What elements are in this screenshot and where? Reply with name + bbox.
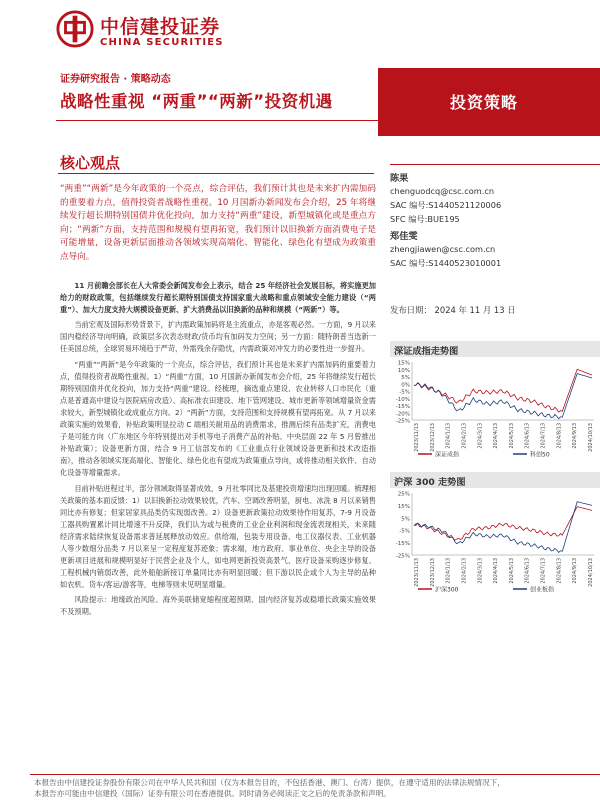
brand-name-en: CHINA SECURITIES — [100, 37, 224, 48]
x-tick-label: 2024/8/13 — [556, 558, 563, 584]
body-paragraph-3: “两重”“两新”是今年政策的一个亮点，综合评估，我们预计其也是未来扩内需加码的重要着力点，值得投资者战略性重视。1）“两重”方面，10 月国新办新闻发布会介绍，25 年将继续发行超长期特别国债并优化投向，加力支持“两重”建设。经梳理，摘选重点建设、农业转移人口市民化（重点是普通高中建设与医院病房改造）、高标准农田建设、地下管网建设、城市更新等领域增量资金需求较大，新型城镇化或成重点方向。2）“两新”方面，支持范围和支持规模有望再拓宽。从 7 月以来政策实施的效果看，补贴政策明显拉动 C 端相关耐用品的消费需求，推测后续有品类扩充，消费电子是可能方向（广东地区今年特别提出对手机等电子消费产品的补贴、中央层面 22 年 5 月曾推出补贴政策）；设备更新方面，结合 9 月工信部发布的《工业重点行业领域设备更新和技术改造指南》，推动各领域实现高端化、智能化、绿色化也有望成为政策重点导向，或将推动相关软件、自动化设备等增量需求。 — [60, 359, 376, 478]
legend-label: 科创50 — [530, 451, 550, 459]
analyst-name: 陈果 — [390, 173, 409, 184]
y-tick-label: 10% — [397, 367, 410, 374]
series-line — [414, 374, 592, 419]
footer-line: 本报告亦可能由中信建投（国际）证券有限公司在香港提供。同时请务必阅读正文之后的免责条款和声明。 — [34, 788, 391, 798]
x-tick-label: 2024/7/13 — [540, 423, 547, 449]
body-paragraph-1: 11 月前瞻会部长在人大常委会新闻发布会上表示，结合 25 年经济社会发展目标，将实施更加给力的财政政策，包括继续发行超长期特别国债支持国家重大战略和重点领域安全能力建设（“两重”）、加大力度支持大规模设备更新、扩大消费品以旧换新的品种和规模（“两新”）等。 — [60, 281, 376, 315]
y-tick-label: 0% — [401, 382, 410, 389]
analyst-panel — [390, 168, 580, 270]
analyst-block — [390, 228, 580, 270]
y-tick-label: 25% — [397, 491, 410, 498]
y-tick-label: -25% — [395, 418, 410, 425]
y-tick-label: -15% — [395, 404, 410, 410]
x-tick-label: 2024/1/13 — [445, 423, 452, 449]
y-tick-label: -5% — [399, 528, 410, 535]
series-line — [414, 502, 592, 553]
section-title: 核心观点 — [60, 154, 121, 172]
chart-header — [390, 341, 600, 357]
x-tick-label: 2024/10/13 — [588, 558, 594, 587]
footer-line: 本报告由中信建投证券股份有限公司在中华人民共和国（仅为本报告目的，不包括香港、澳门、台湾）提供，在遵守适用的法律法规情况下， — [34, 778, 505, 787]
x-tick-label: 2023/11/13 — [414, 423, 420, 452]
analyst-sac: SAC 编号:S1440523010001 — [390, 258, 502, 268]
analyst-name: 郑佳雯 — [390, 231, 418, 242]
x-tick-label: 2023/11/13 — [414, 558, 420, 587]
x-tick-label: 2024/8/13 — [556, 423, 563, 449]
szse-index-chart — [388, 358, 600, 468]
brand-logo — [56, 10, 226, 52]
footer-divider — [30, 774, 600, 775]
logo-icon — [56, 10, 94, 48]
x-tick-label: 2024/3/13 — [477, 558, 484, 584]
analyst-email[interactable]: zhengjiawen@csc.com.cn — [390, 244, 496, 254]
report-title: 战略性重视 “两重”“两新”投资机遇 — [60, 92, 333, 111]
y-tick-label: -25% — [395, 553, 410, 560]
brand-name-cn: 中信建投证券 — [100, 16, 221, 38]
x-tick-label: 2024/6/13 — [524, 423, 531, 449]
publish-date: 发布日期： 2024 年 11 月 13 日 — [390, 305, 516, 315]
chart-title: 深证成指走势图 — [394, 346, 459, 357]
y-tick-label: 15% — [397, 503, 410, 510]
y-tick-label: -10% — [395, 396, 410, 403]
x-tick-label: 2024/9/13 — [572, 558, 579, 584]
analyst-divider — [390, 164, 600, 165]
x-tick-label: 2024/9/13 — [572, 423, 579, 449]
body-paragraph-2: 当前宏观及国际形势背景下，扩内需政策加码将是主流重点，亦是客观必然。一方面，9 月以来国内稳经济导向明确，政策层多次表态财政/货币均有加码发力空间；另一方面：随特朗普当选新一任美国总统，全球贸易环境趋于严苛，外需残余存隐忧，内需政策对冲发力的必要性进一步提升。 — [60, 320, 376, 354]
core-summary: “两重”“两新”是今年政策的一个亮点，综合评估，我们预计其也是未来扩内需加码的重要着力点，值得投资者战略性重视。10 月国新办新闻发布会介绍，25 年将继续发行超长期特别国债并优化投向，加力支持“两重”建设，新型城镇化或是重点方向；“两新”方面，支持范围和规模有望再拓宽，我们预计以旧换新方面消费电子是可能增量，设备更新层面推动各领域实现高端化、智能化、绿色化有望成为政策重点导向。 — [60, 184, 376, 262]
category-label: 投资策略 — [450, 93, 519, 112]
y-tick-label: 5% — [401, 375, 410, 381]
csi300-chart — [388, 489, 600, 603]
x-tick-label: 2024/3/13 — [477, 423, 484, 449]
header-divider — [56, 120, 378, 121]
legend-label: 创业板指 — [530, 586, 555, 594]
analyst-email[interactable]: chenguodcq@csc.com.cn — [390, 186, 495, 196]
analyst-block — [390, 170, 580, 226]
series-line — [414, 507, 592, 541]
analyst-sac: SAC 编号:S1440521120006 — [390, 200, 502, 210]
section-divider — [58, 173, 374, 174]
x-tick-label: 2023/12/13 — [429, 423, 436, 452]
x-tick-label: 2024/7/13 — [540, 558, 547, 584]
analyst-sfc: SFC 编号:BUE195 — [390, 214, 460, 224]
legend-label: 沪深300 — [435, 586, 459, 594]
x-tick-label: 2023/12/13 — [429, 558, 436, 587]
body-paragraph-4: 目前补贴进程过半，部分领域取得显著成效，9 月社零同比及基建投资增速均出现回暖。梳理相关政策的基本面反馈：1）以旧换新拉动效果较优，汽车、空调改善明显，厨电、冰洗 8 月以来销售同比亦有修复；但家居家具品类仍实现弱改善。2）设备更新政策拉动效果待作用复苏，7-9 月设备工器具购置累计同比增速不升反降，我们认为或与税费的工业企业利润和现金流表现相关，未来随经济需求陆续恢复设备需求普延展释放动效应。供给端，包装专用设备、电工仪器仪表、工业机器人等少数细分品类 7 月以来呈一定程度复苏迹象；需求端，地方政府、事业单位、央企主导的设备更新项目进展和规模明显好于民营企业及个人，如电网更新投资高景气、医疗设备采购逐步修复、工程机械内销弱改善，此外船舶新接订单量同比亦有明显回暖；但下游以民企或个人为主导的品种如农机、货车/客运/游客等，电梯等则未见明显增量。 — [60, 483, 376, 590]
report-type: 证券研究报告 · 策略动态 — [60, 74, 171, 85]
y-tick-label: 15% — [397, 360, 410, 367]
x-tick-label: 2024/4/13 — [493, 558, 500, 584]
y-tick-label: -20% — [395, 411, 410, 418]
x-tick-label: 2024/1/13 — [445, 558, 452, 584]
x-tick-label: 2024/2/13 — [461, 558, 468, 584]
body-paragraph-5: 风险提示：地缘政治风险、海外美联储宽缩程度超预期、国内经济复苏或稳增长政策实施效果不及预期。 — [60, 595, 376, 617]
legend-label: 深证成指 — [435, 451, 460, 459]
x-tick-label: 2024/5/13 — [508, 423, 515, 449]
x-tick-label: 2024/2/13 — [461, 423, 468, 449]
x-tick-label: 2024/5/13 — [508, 558, 515, 584]
category-banner — [378, 68, 600, 136]
chart-header — [390, 472, 600, 488]
y-tick-label: 5% — [401, 516, 410, 523]
x-tick-label: 2024/6/13 — [524, 558, 531, 584]
y-tick-label: -5% — [399, 389, 410, 396]
footer-disclaimer — [34, 778, 600, 799]
body-text — [60, 280, 376, 622]
series-line — [414, 369, 592, 412]
x-tick-label: 2024/10/13 — [588, 423, 594, 452]
y-tick-label: -15% — [395, 541, 410, 548]
chart-title: 沪深 300 走势图 — [394, 477, 466, 488]
x-tick-label: 2024/4/13 — [493, 423, 500, 449]
